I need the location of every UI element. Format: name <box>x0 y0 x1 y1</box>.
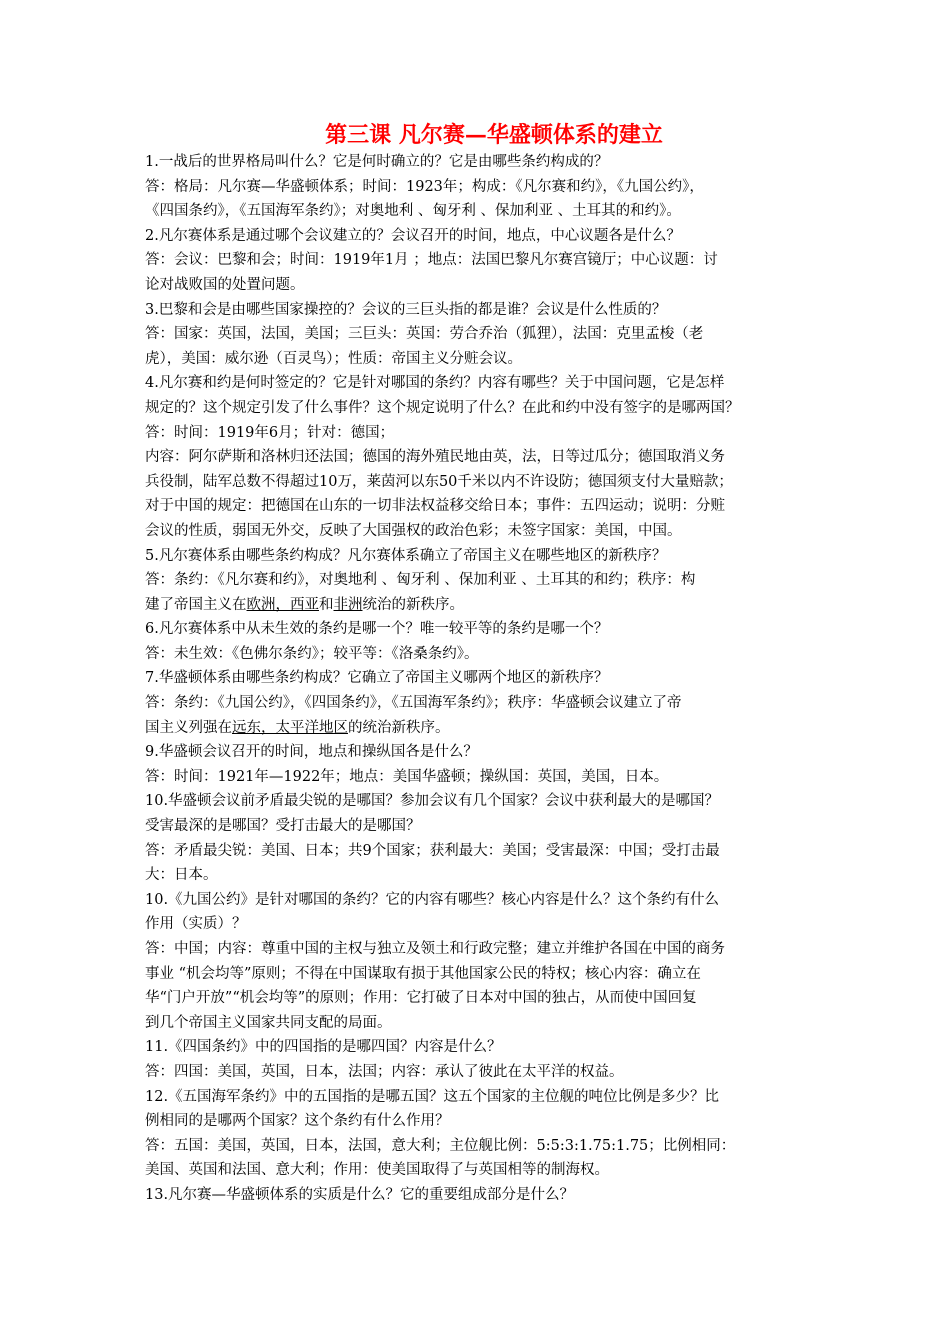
text-line: 到几个帝国主义国家共同支配的局面。 <box>145 1014 392 1031</box>
text-line: 对于中国的规定：把德国在山东的一切非法权益移交给日本；事件：五四运动；说明：分赃 <box>145 498 725 515</box>
text-line: 7.华盛顿体系由哪些条约构成？它确立了帝国主义哪两个地区的新秩序？ <box>145 670 609 687</box>
text-line: 答：四国：美国，英国，日本，法国；内容：承认了彼此在太平洋的权益。 <box>145 1063 624 1080</box>
text-line: 答：时间：1921年—1922年；地点：美国华盛顿；操纵国：英国，美国，日本。 <box>145 768 669 785</box>
text-line: 受害最深的是哪国？受打击最大的是哪国？ <box>145 818 421 835</box>
text-line: 答：国家：英国，法国，美国；三巨头：英国：劳合乔治（狐狸），法国：克里孟梭（老 <box>145 326 704 343</box>
text-line: 美国、英国和法国、意大利；作用：使美国取得了与英国相等的制海权。 <box>145 1162 609 1179</box>
text-line: 5.凡尔赛体系由哪些条约构成？凡尔赛体系确立了帝国主义在哪些地区的新秩序？ <box>145 547 667 564</box>
text-line: 国主义列强在远东，太平洋地区的统治新秩序。 <box>145 719 450 736</box>
document-title: 第三课 凡尔赛—华盛顿体系的建立 <box>325 122 663 148</box>
text-line: 答：未生效：《色佛尔条约》；较平等：《洛桑条约》。 <box>145 645 479 662</box>
text-line: 11.《四国条约》中的四国指的是哪四国？内容是什么？ <box>145 1039 502 1056</box>
text-line: 答：格局：凡尔赛—华盛顿体系；时间：1923年；构成：《凡尔赛和约》，《九国公约》， <box>145 178 704 195</box>
text-line: 10.华盛顿会议前矛盾最尖锐的是哪国？参加会议有几个国家？会议中获利最大的是哪国？ <box>145 793 720 810</box>
text-line: 答：会议：巴黎和会；时间：1919年1月 ；地点：法国巴黎凡尔赛宫镜厅；中心议题：讨 <box>145 252 718 269</box>
text-line: 答：矛盾最尖锐：美国、日本；共9个国家；获利最大：美国；受害最深：中国；受打击最 <box>145 842 720 859</box>
text-line: 答：条约：《凡尔赛和约》，对奥地利 、匈牙利 、保加利亚 、土耳其的和约；秩序：构 <box>145 572 696 589</box>
text-line: 兵役制，陆军总数不得超过10万，莱茵河以东50千米以内不许设防；德国须支付大量赔款； <box>145 473 733 490</box>
text-line: 1.一战后的世界格局叫什么？它是何时确立的？它是由哪些条约构成的？ <box>145 154 609 170</box>
text-line: 建了帝国主义在欧洲，西亚和非洲统治的新秩序。 <box>145 596 464 613</box>
document-page <box>145 120 825 1208</box>
text-line: 会议的性质，弱国无外交，反映了大国强权的政治色彩；未签字国家：美国，中国。 <box>145 522 682 539</box>
text-line: 6.凡尔赛体系中从未生效的条约是哪一个？唯一较平等的条约是哪一个？ <box>145 621 609 638</box>
text-line: 12.《五国海军条约》中的五国指的是哪五国？这五个国家的主位舰的吨位比例是多少？比 <box>145 1088 720 1105</box>
text-line: 答：时间：1919年6月；针对：德国； <box>145 424 395 441</box>
text-line: 9.华盛顿会议召开的时间，地点和操纵国各是什么？ <box>145 744 478 761</box>
text-line: 《四国条约》，《五国海军条约》；对奥地利 、匈牙利 、保加利亚 、土耳其的和约》。 <box>145 203 681 220</box>
text-line: 例相同的是哪两个国家？这个条约有什么作用？ <box>145 1113 450 1130</box>
text-line: 答：五国：美国，英国，日本，法国，意大利；主位舰比例：5:5:3:1.75:1.75；比例相同： <box>145 1137 736 1154</box>
text-line: 答：条约：《九国公约》，《四国条约》，《五国海军条约》；秩序：华盛顿会议建立了帝 <box>145 695 682 712</box>
text-line: 作用（实质）？ <box>145 916 247 933</box>
text-line: 华“门户开放”“机会均等”的原则；作用：它打破了日本对中国的独占，从而使中国回复 <box>145 990 697 1007</box>
text-line: 13.凡尔赛—华盛顿体系的实质是什么？它的重要组成部分是什么？ <box>145 1186 575 1203</box>
text-line: 10.《九国公约》是针对哪国的条约？它的内容有哪些？核心内容是什么？这个条约有什么 <box>145 891 720 908</box>
text-line: 大：日本。 <box>145 867 218 884</box>
text-line: 论对战败国的处置问题。 <box>145 276 305 293</box>
document-body <box>145 150 825 1208</box>
text-line: 3.巴黎和会是由哪些国家操控的？会议的三巨头指的都是谁？会议是什么性质的？ <box>145 301 667 318</box>
text-line: 内容：阿尔萨斯和洛林归还法国；德国的海外殖民地由英，法，日等过瓜分；德国取消义务 <box>145 449 725 466</box>
text-line: 答：中国；内容：尊重中国的主权与独立及领土和行政完整；建立并维护各国在中国的商务 <box>145 941 725 957</box>
text-line: 2.凡尔赛体系是通过哪个会议建立的？会议召开的时间，地点，中心议题各是什么？ <box>145 227 681 244</box>
text-line: 虎），美国：威尔逊（百灵鸟）；性质：帝国主义分赃会议。 <box>145 350 522 367</box>
text-line: 4.凡尔赛和约是何时签定的？它是针对哪国的条约？内容有哪些？关于中国问题，它是怎样 <box>145 375 725 392</box>
text-line: 规定的？这个规定引发了什么事件？这个规定说明了什么？在此和约中没有签字的是哪两国？ <box>145 399 740 416</box>
text-line: 事业 “机会均等”原则；不得在中国谋取有损于其他国家公民的特权；核心内容：确立在 <box>145 965 701 982</box>
